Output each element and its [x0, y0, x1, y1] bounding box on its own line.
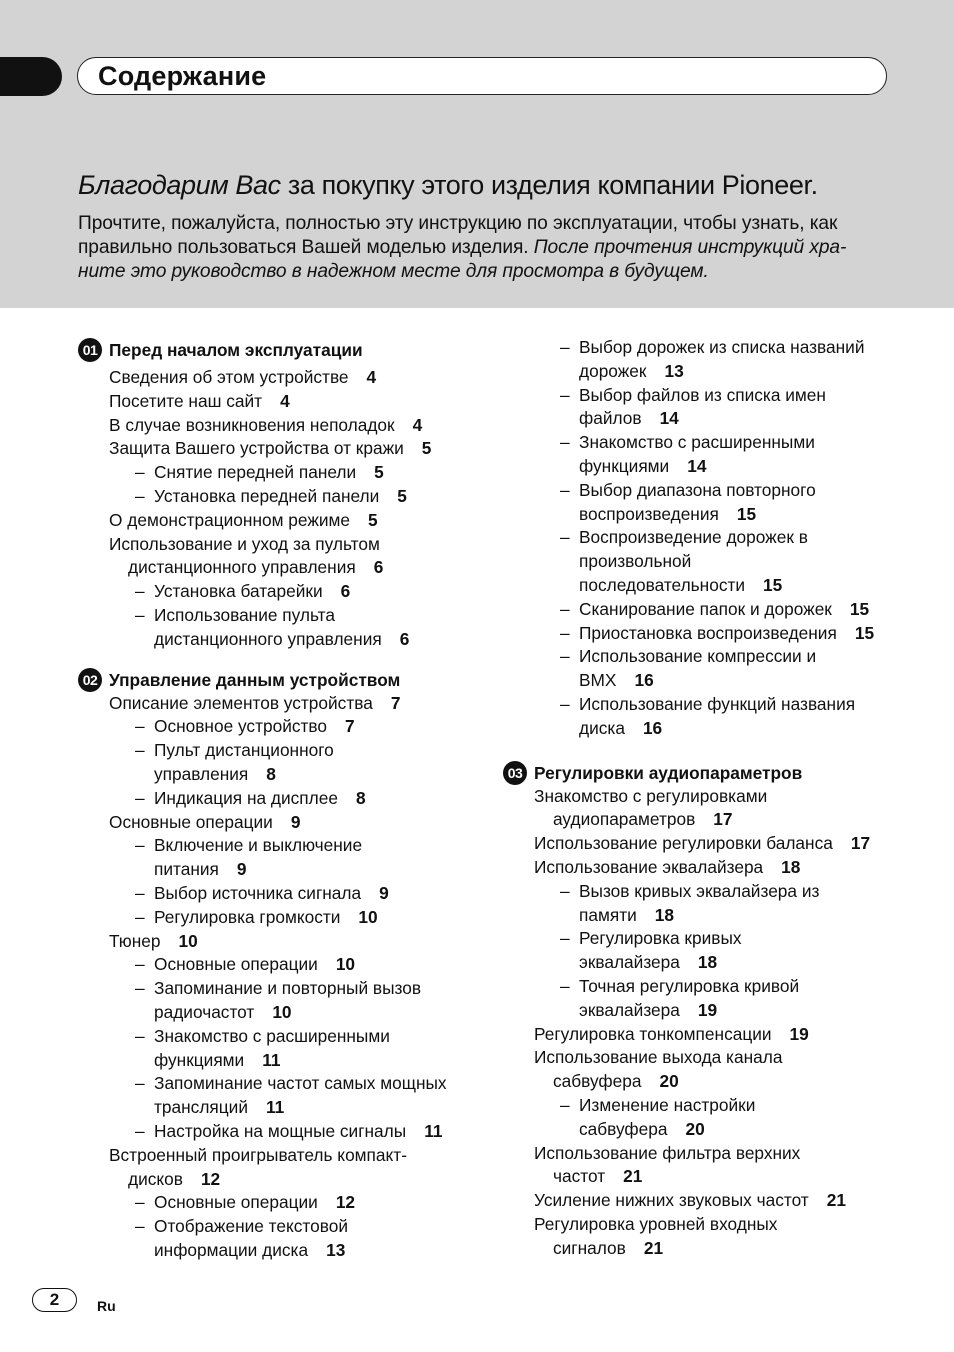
entry-text: Выбор файлов из списка имен	[579, 384, 826, 405]
toc-subentry[interactable]	[503, 927, 923, 975]
toc-subentry[interactable]	[503, 598, 923, 622]
page-number: 21	[643, 1237, 664, 1258]
entry-text-cont: информации диска	[154, 1239, 309, 1260]
entry-text: Описание элементов устройства	[109, 692, 373, 713]
toc-subentry[interactable]	[78, 834, 478, 882]
page-number: 9	[236, 859, 247, 880]
entry-text-cont: трансляций	[154, 1097, 248, 1118]
entry-text: Установка батарейки	[154, 581, 323, 602]
entry-text: Сведения об этом устройстве	[109, 367, 349, 387]
entry-text: Защита Вашего устройства от кражи	[109, 438, 404, 459]
entry-text-cont: памяти	[579, 904, 637, 925]
dash: –	[560, 432, 570, 453]
entry-text-cont: сабвуфера	[579, 1118, 668, 1139]
toc-subentry[interactable]	[78, 1120, 478, 1144]
toc-entry[interactable]	[503, 1189, 923, 1213]
page-number: 20	[685, 1118, 705, 1139]
dash: –	[560, 384, 570, 405]
page-number: 18	[697, 952, 718, 973]
entry-text: Регулировка уровней входных	[534, 1213, 778, 1234]
entry-text: Использование функций названия	[579, 693, 856, 714]
section-title: Регулировки аудиопараметров	[534, 762, 803, 783]
entry-text-cont: питания	[154, 859, 219, 880]
section-tab-marker	[0, 57, 62, 96]
toc-entry[interactable]	[503, 785, 923, 833]
toc-subentry[interactable]	[78, 1191, 478, 1215]
dash: –	[135, 954, 145, 975]
dash: –	[135, 1073, 145, 1094]
title-pill	[77, 57, 887, 95]
dash: –	[560, 527, 570, 548]
dash: –	[560, 622, 570, 643]
page-number: 15	[849, 598, 870, 619]
page-number: 12	[335, 1192, 356, 1213]
entry-text-cont: воспроизведения	[579, 503, 719, 524]
toc-entry[interactable]	[78, 437, 478, 461]
toc-left-column	[78, 338, 478, 1263]
toc-section-heading[interactable]	[78, 668, 478, 692]
entry-text-cont: BMX	[579, 670, 617, 691]
toc-entry[interactable]	[78, 811, 478, 835]
entry-text: В случае возникновения неполадок	[109, 414, 395, 435]
entry-text: Использование и уход за пультом	[109, 533, 380, 554]
toc-entry[interactable]	[78, 414, 478, 438]
entry-text-cont: аудиопараметров	[553, 809, 696, 830]
entry-text: Сканирование папок и дорожек	[579, 598, 832, 619]
entry-text-cont: последовательности	[579, 574, 746, 595]
entry-text: Основные операции	[154, 954, 318, 975]
page-number: 18	[781, 856, 801, 877]
entry-text: Выбор диапазона повторного	[579, 479, 816, 500]
toc-subentry[interactable]	[503, 431, 923, 479]
page-title: Содержание	[98, 61, 267, 91]
toc-section-heading[interactable]	[503, 761, 923, 785]
entry-text-cont: дистанционного управления	[154, 628, 382, 649]
page-number: 10	[335, 954, 356, 975]
entry-text-cont: файлов	[579, 408, 642, 429]
page-number: 19	[697, 999, 718, 1020]
dash: –	[135, 906, 145, 927]
dash: –	[135, 882, 145, 903]
entry-text: Снятие передней панели	[154, 462, 357, 483]
page-number: 16	[634, 670, 654, 691]
page-number: 12	[200, 1168, 221, 1189]
section-title: Перед началом эксплуатации	[109, 340, 363, 360]
entry-text: Отображение текстовой	[154, 1216, 348, 1237]
entry-text: Пульт дистанционного	[154, 740, 334, 761]
page-number: 17	[850, 833, 871, 854]
dash: –	[135, 1192, 145, 1213]
page-number: 5	[368, 509, 378, 530]
toc-entry[interactable]	[503, 832, 923, 856]
toc-entry[interactable]	[78, 390, 478, 414]
entry-text-cont: дорожек	[579, 360, 647, 381]
toc-subentry[interactable]	[78, 977, 478, 1025]
entry-text: Изменение настройки	[579, 1094, 756, 1115]
page-number: 18	[654, 904, 675, 925]
toc-right-column	[503, 336, 923, 1260]
entry-text-cont: функциями	[154, 1049, 245, 1070]
intro-plain: Прочтите, пожалуйста, полностью эту инструкцию по эксплуатации, чтобы узнать, как правильно пользоваться Вашей моделью изделия.	[78, 213, 838, 258]
page-number: 21	[826, 1190, 846, 1211]
page-number: 11	[262, 1049, 281, 1070]
entry-text: Выбор источника сигнала	[154, 882, 362, 903]
dash: –	[135, 740, 145, 761]
section-number-badge: 03	[503, 761, 527, 785]
entry-text-cont: радиочастот	[154, 1001, 255, 1022]
page-number: 14	[687, 455, 707, 476]
entry-text: Знакомство с регулировками	[534, 785, 768, 806]
intro-paragraph	[78, 212, 890, 284]
page-number: 9	[379, 882, 389, 903]
toc-subentry[interactable]	[78, 882, 478, 906]
entry-text: Использование компрессии и	[579, 646, 817, 667]
page-number: 7	[345, 716, 355, 737]
section-number-badge: 02	[78, 668, 102, 692]
toc-subentry[interactable]	[503, 1094, 923, 1142]
page-number: 11	[265, 1097, 285, 1118]
toc-entry[interactable]	[503, 1142, 923, 1190]
intro-italic: После прочтения инструкций хра-ните это руководство в надежном месте для просмотра в будущем.	[78, 237, 847, 282]
dash: –	[135, 835, 145, 856]
entry-text: Посетите наш сайт	[109, 390, 263, 411]
dash: –	[560, 693, 570, 714]
toc-entry[interactable]	[78, 533, 478, 581]
toc-subentry[interactable]	[78, 953, 478, 977]
page-number: 4	[366, 367, 377, 387]
dash: –	[135, 462, 145, 483]
dash: –	[135, 978, 145, 999]
dash: –	[560, 928, 570, 949]
page-number: 19	[789, 1023, 809, 1044]
entry-text: Усиление нижних звуковых частот	[534, 1190, 809, 1211]
toc-subentry[interactable]	[503, 645, 923, 693]
toc-section-heading[interactable]	[78, 338, 478, 362]
dash: –	[560, 598, 570, 619]
entry-text: Индикация на дисплее	[154, 787, 338, 808]
entry-text-cont: дистанционного управления	[128, 557, 356, 578]
page-number: 6	[399, 628, 410, 649]
language-code: Ru	[97, 1298, 116, 1314]
thanks-heading	[78, 170, 818, 201]
entry-text-cont: эквалайзера	[579, 999, 680, 1020]
dash: –	[135, 787, 145, 808]
entry-text: Знакомство с расширенными	[579, 432, 815, 453]
dash: –	[135, 485, 145, 506]
toc-subentry[interactable]	[78, 604, 478, 652]
page-number: 8	[355, 787, 366, 808]
toc-subentry[interactable]	[503, 880, 923, 928]
toc-subentry[interactable]	[503, 479, 923, 527]
toc-entry[interactable]	[78, 692, 478, 716]
section-number-badge: 01	[78, 338, 102, 362]
toc-entry[interactable]	[78, 1144, 478, 1192]
toc-entry[interactable]	[503, 856, 923, 880]
page-number: 4	[412, 414, 423, 435]
toc-subentry[interactable]	[78, 461, 478, 485]
entry-text-cont: управления	[154, 763, 249, 784]
page-number: 14	[659, 408, 679, 429]
toc-subentry[interactable]	[78, 1072, 478, 1120]
page-number: 6	[373, 557, 384, 578]
entry-text: Точная регулировка кривой	[579, 975, 800, 996]
entry-text: Запоминание частот самых мощных	[154, 1073, 447, 1094]
entry-text: Основные операции	[154, 1192, 318, 1213]
toc-subentry[interactable]	[78, 787, 478, 811]
page-number: 21	[623, 1166, 643, 1187]
dash: –	[560, 880, 570, 901]
entry-text: Настройка на мощные сигналы	[154, 1120, 407, 1141]
entry-text: Основные операции	[109, 811, 273, 832]
entry-text: Регулировка кривых	[579, 928, 742, 949]
entry-text: Использование пульта	[154, 604, 335, 625]
entry-text: Регулировка громкости	[154, 906, 341, 927]
entry-text: Использование фильтра верхних	[534, 1142, 801, 1163]
dash: –	[560, 479, 570, 500]
toc-subentry[interactable]	[78, 1025, 478, 1073]
toc-entry[interactable]	[503, 1213, 923, 1261]
entry-text: Встроенный проигрыватель компакт-	[109, 1144, 407, 1165]
dash: –	[135, 581, 145, 602]
entry-text-cont: эквалайзера	[579, 952, 680, 973]
entry-text-cont: частот	[553, 1166, 606, 1187]
entry-text: Запоминание и повторный вызов	[154, 978, 422, 999]
entry-text: Использование эквалайзера	[534, 856, 764, 877]
toc-subentry[interactable]	[78, 1215, 478, 1263]
page-number-badge: 2	[32, 1288, 77, 1312]
toc-subentry[interactable]	[78, 485, 478, 509]
entry-text: Использование регулировки баланса	[534, 833, 833, 854]
dash: –	[135, 1120, 145, 1141]
toc-entry[interactable]	[503, 1046, 923, 1094]
toc-entry[interactable]	[78, 930, 478, 954]
dash: –	[560, 975, 570, 996]
toc-subentry[interactable]	[503, 693, 923, 741]
dash: –	[560, 646, 570, 667]
toc-subentry[interactable]	[78, 715, 478, 739]
toc-subentry[interactable]	[503, 975, 923, 1023]
entry-text: Включение и выключение	[154, 835, 363, 856]
entry-text: Регулировка тонкомпенсации	[534, 1023, 772, 1044]
dash: –	[135, 1216, 145, 1237]
page-number: 7	[390, 692, 401, 713]
entry-text: Основное устройство	[154, 716, 328, 737]
toc-subentry[interactable]	[503, 384, 923, 432]
entry-text: Установка передней панели	[154, 485, 380, 506]
entry-text: Знакомство с расширенными	[154, 1025, 390, 1046]
toc-subentry[interactable]	[503, 622, 923, 646]
page-number: 11	[424, 1120, 443, 1141]
page-number: 10	[272, 1001, 292, 1022]
toc-entry[interactable]	[503, 1023, 923, 1047]
entry-text-cont: произвольной	[579, 551, 692, 572]
page-number: 15	[854, 622, 875, 643]
page-number: 20	[659, 1071, 679, 1092]
dash: –	[135, 604, 145, 625]
entry-text: Воспроизведение дорожек в	[579, 527, 808, 548]
dash: –	[560, 1094, 570, 1115]
page-number: 5	[421, 438, 432, 459]
dash: –	[135, 716, 145, 737]
toc-subentry[interactable]	[78, 739, 478, 787]
entry-text-cont: сабвуфера	[553, 1071, 642, 1092]
toc-entry[interactable]	[78, 366, 478, 390]
entry-text: Выбор дорожек из списка названий	[579, 337, 865, 357]
entry-text: Приостановка воспроизведения	[579, 622, 837, 643]
thanks-italic: Благодарим Вас	[78, 170, 281, 200]
page-number: 9	[290, 811, 301, 832]
page-number: 5	[397, 485, 407, 506]
page-number: 17	[713, 809, 733, 830]
toc-subentry[interactable]	[78, 580, 478, 604]
entry-text: О демонстрационном режиме	[109, 509, 351, 530]
entry-text-cont: сигналов	[553, 1237, 626, 1258]
page-number: 10	[358, 906, 378, 927]
page-number: 4	[280, 390, 290, 411]
page-number: 10	[178, 930, 198, 951]
entry-text-cont: функциями	[579, 455, 670, 476]
page-number: 13	[664, 360, 684, 381]
page-number: 5	[374, 462, 384, 483]
entry-text: Вызов кривых эквалайзера из	[579, 880, 820, 901]
toc-subentry[interactable]	[503, 526, 923, 597]
dash: –	[135, 1025, 145, 1046]
page-number: 15	[736, 503, 757, 524]
entry-text-cont: дисков	[128, 1168, 183, 1189]
page-number: 16	[642, 717, 663, 738]
page-number: 13	[326, 1239, 346, 1260]
entry-text: Использование выхода канала	[534, 1047, 783, 1068]
entry-text-cont: диска	[579, 717, 625, 738]
toc-entry[interactable]	[78, 509, 478, 533]
page-number: 6	[340, 581, 351, 602]
toc-subentry[interactable]	[503, 336, 923, 384]
dash: –	[560, 337, 570, 357]
thanks-rest: за покупку этого изделия компании Pioneer.	[280, 170, 818, 200]
toc-subentry[interactable]	[78, 906, 478, 930]
section-title: Управление данным устройством	[109, 669, 401, 690]
page-number: 8	[266, 763, 276, 784]
entry-text: Тюнер	[109, 930, 161, 951]
page-number: 15	[763, 574, 783, 595]
